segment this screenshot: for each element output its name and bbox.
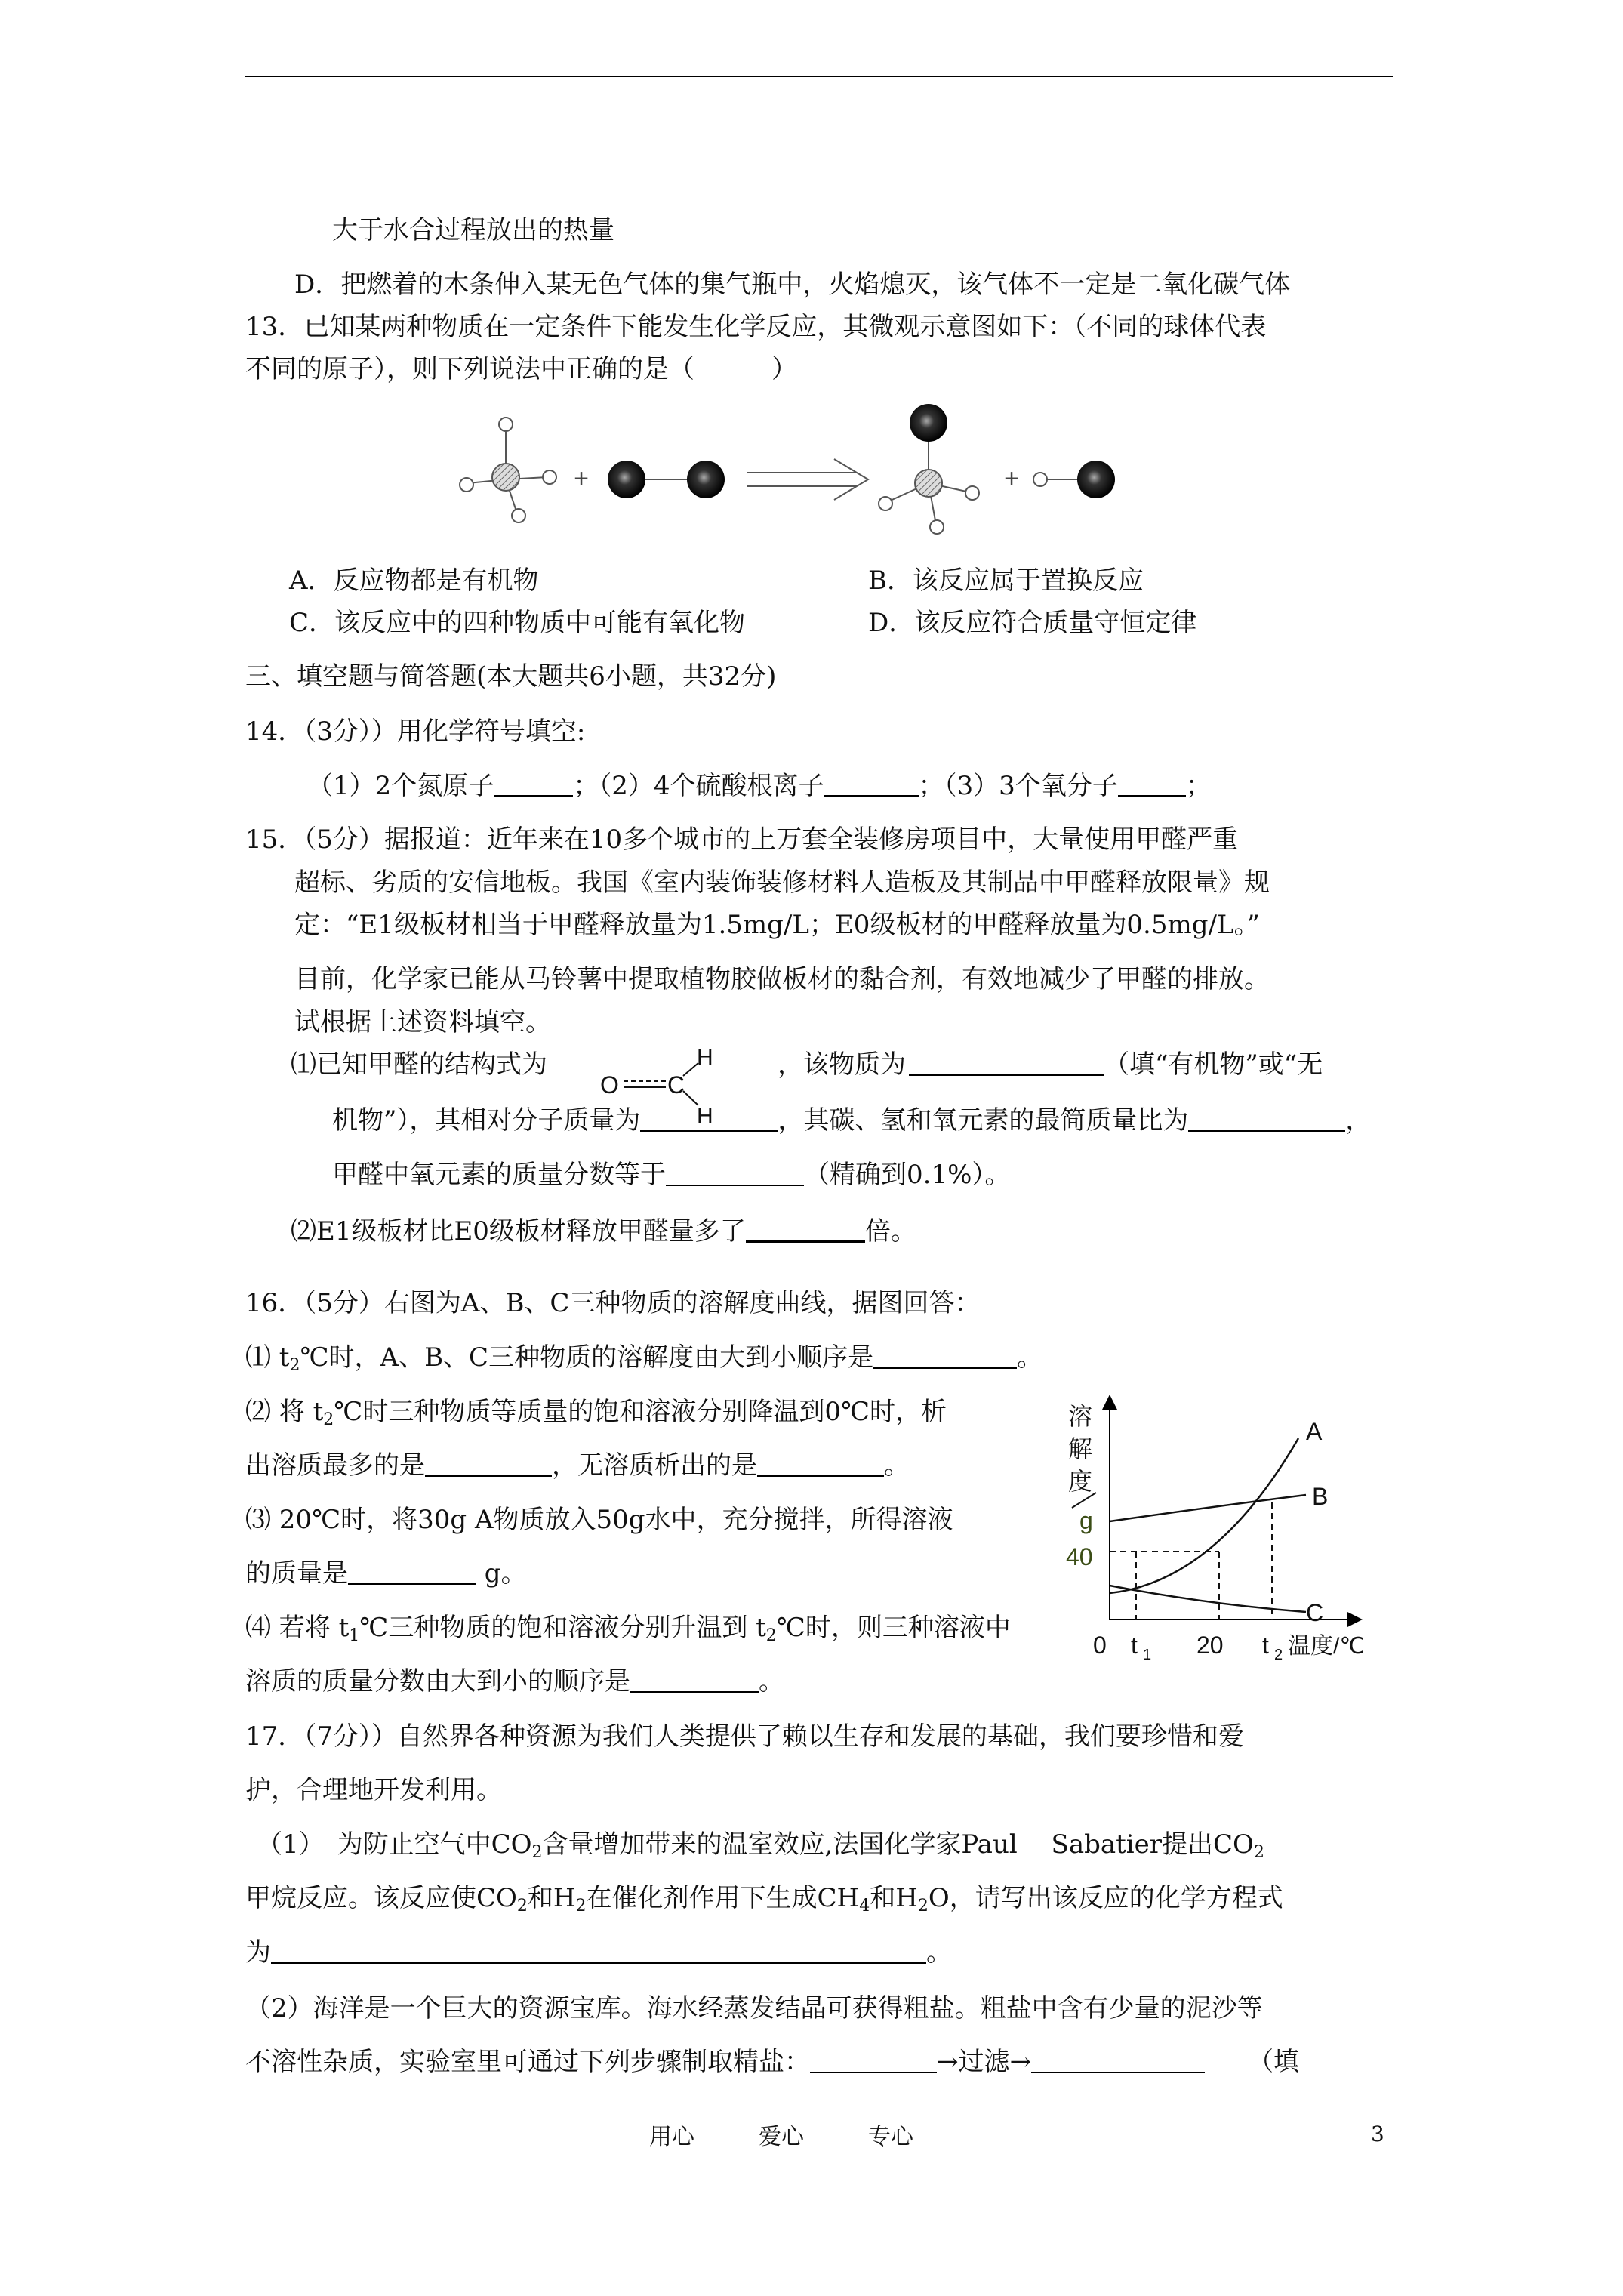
methane-like-molecule [460, 418, 556, 522]
svg-text:+: + [574, 464, 589, 493]
q15-text: （填“有机物”或“无 [1104, 1049, 1323, 1080]
reaction-arrow [747, 459, 868, 500]
substituted-molecule [879, 404, 979, 534]
q17-text: O，请写出该反应的化学方程式 [928, 1883, 1283, 1913]
q16-text: ℃时三种物质等质量的饱和溶液分别降温到0℃时，析 [334, 1397, 947, 1427]
q16-text: 溶质的质量分数由大到小的顺序是 [245, 1666, 630, 1697]
answer-blank[interactable] [1118, 772, 1186, 797]
atom-c: C [667, 1071, 685, 1099]
atom-h: H [697, 1104, 713, 1125]
q16-text: 。 [1017, 1342, 1043, 1373]
q14-end: ； [1185, 771, 1212, 801]
q16-part4 [245, 1613, 1011, 1651]
footer-text-2: 爱心 [759, 2124, 804, 2150]
q17-part1-line3 [245, 1937, 952, 1968]
answer-blank[interactable] [271, 1940, 926, 1964]
reaction-diagram [445, 400, 1140, 555]
q16-text: 。 [884, 1450, 910, 1481]
q16-text: ，无溶质析出的是 [552, 1450, 757, 1481]
answer-blank[interactable] [640, 1108, 778, 1132]
q15-line5: 试根据上述资料填空。 [294, 1007, 551, 1037]
y-axis-label-unit: g [1079, 1507, 1093, 1534]
q17-text: →过滤→ [937, 2047, 1031, 2077]
curve-label-b: B [1312, 1483, 1329, 1510]
q12-option-d: D．把燃着的木条伸入某无色气体的集气瓶中，火焰熄灭，该气体不一定是二氧化碳气体 [294, 270, 1291, 300]
q13-option-a: A．反应物都是有机物 [289, 566, 539, 596]
q17-text: （填 [1234, 2047, 1299, 2077]
q16-text: 的质量是 [245, 1558, 348, 1589]
q16-text: ⑷ 若将 t [245, 1613, 350, 1643]
answer-blank[interactable] [494, 772, 573, 797]
y-axis-label-char: 度 [1068, 1468, 1093, 1495]
q16-part1 [245, 1342, 1042, 1381]
q17-part2-line2 [245, 2047, 1299, 2077]
subscript: 2 [765, 1626, 777, 1645]
q14-part1: （1）2个氮原子 [307, 771, 494, 801]
page-number: 3 [1371, 2122, 1384, 2147]
q15-text: 甲醛中氧元素的质量分数等于 [332, 1160, 666, 1190]
subscript: 2 [575, 1897, 587, 1915]
q15-line3: 定：“E1级板材相当于甲醛释放量为1.5mg/L；E0级板材的甲醛释放量为0.5mg/L。” [294, 910, 1260, 940]
q15-text: 机物”），其相对分子质量为 [332, 1105, 641, 1136]
q17-text: 为 [245, 1937, 271, 1968]
q17-line2: 护，合理地开发利用。 [245, 1775, 502, 1805]
footer-text-3: 专心 [868, 2124, 913, 2150]
header-rule [245, 76, 1393, 77]
curve-c [1110, 1586, 1306, 1612]
svg-text:+: + [1004, 464, 1019, 493]
q15-line2: 超标、劣质的安信地板。我国《室内装饰装修材料人造板及其制品中甲醛释放限量》规 [294, 868, 1270, 898]
mixed-diatomic-molecule [1033, 461, 1115, 498]
q16-part3-cont [245, 1558, 527, 1589]
q17-heading: 17．（7分））自然界各种资源为我们人类提供了赖以生存和发展的基础，我们要珍惜和爱 [245, 1721, 1244, 1752]
dark-diatomic-molecule [608, 461, 725, 498]
q16-part4-cont [245, 1666, 784, 1697]
section-3-heading: 三、填空题与简答题(本大题共6小题，共32分) [245, 661, 777, 692]
x-tick-0: 0 [1093, 1632, 1107, 1659]
q17-text: 。 [926, 1937, 952, 1968]
subscript: 2 [323, 1410, 334, 1429]
q13-option-d: D．该反应符合质量守恒定律 [868, 608, 1197, 638]
q17-part1 [257, 1829, 1264, 1868]
q15-text: ，该物质为 [778, 1049, 906, 1080]
q17-text: 和H [527, 1883, 576, 1913]
q16-text: ℃三种物质的饱和溶液分别升温到 t [359, 1613, 766, 1643]
q14-line [307, 771, 1212, 801]
answer-blank[interactable] [757, 1453, 884, 1477]
x-axis-label: 温度/℃ [1288, 1634, 1366, 1659]
curve-a [1110, 1438, 1298, 1593]
q16-heading: 16．（5分）右图为A、B、C三种物质的溶解度曲线，据图回答： [245, 1288, 981, 1318]
q15-text: 倍。 [864, 1216, 916, 1247]
subscript: 2 [289, 1356, 300, 1375]
subscript: 2 [531, 1843, 543, 1862]
q14-part2: ；（2）4个硫酸根离子 [573, 771, 824, 801]
q13-stem-line2: 不同的原子），则下列说法中正确的是（ ） [245, 354, 797, 384]
x-tick-t2-sub: 2 [1274, 1647, 1283, 1663]
q16-text: ⑵ 将 t [245, 1397, 324, 1427]
x-tick-t1: t [1131, 1632, 1138, 1659]
q15-text: ， [1345, 1105, 1372, 1136]
y-axis-label-char: 解 [1068, 1435, 1093, 1462]
curve-label-a: A [1306, 1418, 1323, 1445]
answer-blank[interactable] [909, 1052, 1104, 1076]
y-axis-label-char: 溶 [1068, 1403, 1093, 1430]
q16-text: ⑴ t [245, 1342, 290, 1373]
x-tick-20: 20 [1196, 1632, 1224, 1659]
x-tick-t1-sub: 1 [1143, 1647, 1152, 1663]
curve-b [1110, 1495, 1306, 1521]
q15-line8 [332, 1160, 1010, 1190]
subscript: 2 [516, 1897, 528, 1915]
curve-label-c: C [1306, 1599, 1324, 1626]
q15-text: ⑵E1级板材比E0级板材释放甲醛量多了 [291, 1216, 746, 1247]
answer-blank[interactable] [746, 1218, 865, 1243]
q13-stem-line1: 13．已知某两种物质在一定条件下能发生化学反应，其微观示意图如下：（不同的球体代表 [245, 312, 1267, 342]
atom-o: O [600, 1071, 619, 1099]
answer-blank[interactable] [810, 2049, 937, 2073]
q17-text: （1） 为防止空气中CO [257, 1829, 532, 1860]
q16-text: ℃时，A、B、C三种物质的溶解度由大到小顺序是 [300, 1342, 874, 1373]
q15-line7 [332, 1105, 1371, 1136]
atom-h: H [697, 1049, 713, 1070]
q17-text: 在催化剂作用下生成CH [586, 1883, 860, 1913]
q16-text: 。 [759, 1666, 784, 1697]
q16-text: ℃时，则三种溶液中 [776, 1613, 1011, 1643]
y-tick-40: 40 [1066, 1543, 1093, 1570]
q13-option-c: C．该反应中的四种物质中可能有氧化物 [289, 608, 746, 638]
answer-blank[interactable] [824, 772, 919, 797]
q15-line6b [778, 1049, 1323, 1080]
q14-heading: 14．（3分））用化学符号填空: [245, 717, 586, 747]
guide-lines [1110, 1502, 1272, 1620]
q15-line9 [291, 1216, 916, 1247]
q16-text: 出溶质最多的是 [245, 1450, 425, 1481]
answer-blank[interactable] [1188, 1108, 1345, 1132]
q16-part3: ⑶ 20℃时，将30g A物质放入50g水中，充分搅拌，所得溶液 [245, 1505, 953, 1535]
x-tick-t2: t [1262, 1632, 1269, 1659]
answer-blank[interactable] [1031, 2049, 1205, 2073]
answer-blank[interactable] [666, 1162, 804, 1186]
subscript: 4 [859, 1897, 870, 1915]
answer-blank[interactable] [348, 1561, 476, 1585]
q16-part2 [245, 1397, 947, 1435]
q16-part2-cont [245, 1450, 910, 1481]
subscript: 1 [349, 1626, 360, 1645]
q17-part1-line2 [245, 1883, 1283, 1922]
q17-part2: （2）海洋是一个巨大的资源宝库。海水经蒸发结晶可获得粗盐。粗盐中含有少量的泥沙等 [245, 1993, 1263, 2023]
q14-part3: ；（3）3个氧分子 [918, 771, 1118, 801]
answer-blank[interactable] [425, 1453, 552, 1477]
q17-text: 不溶性杂质，实验室里可通过下列步骤制取精盐： [245, 2047, 810, 2077]
subscript: 2 [1253, 1843, 1264, 1862]
q17-text: 含量增加带来的温室效应,法国化学家Paul Sabatier提出CO [542, 1829, 1254, 1860]
q15-text: （精确到0.1%）。 [804, 1160, 1011, 1190]
solubility-curve-graph [1064, 1393, 1389, 1680]
answer-blank[interactable] [630, 1669, 759, 1693]
q17-text: 甲烷反应。该反应使CO [245, 1883, 517, 1913]
q15-line1: 15．（5分）据报道：近年来在10多个城市的上万套全装修房项目中，大量使用甲醛严重 [245, 824, 1239, 855]
q15-line4: 目前，化学家已能从马铃薯中提取植物胶做板材的黏合剂，有效地减少了甲醛的排放。 [294, 964, 1270, 994]
q13-option-b: B．该反应属于置换反应 [868, 566, 1144, 596]
q15-line6a: ⑴已知甲醛的结构式为 [291, 1049, 547, 1080]
q12-option-c-tail: 大于水合过程放出的热量 [332, 215, 614, 245]
footer-text-1: 用心 [649, 2124, 694, 2150]
answer-blank[interactable] [873, 1345, 1017, 1369]
subscript: 2 [917, 1897, 929, 1915]
q16-text: g。 [476, 1558, 527, 1589]
q17-text: 和H [870, 1883, 918, 1913]
q15-text: ，其碳、氢和氧元素的最简质量比为 [778, 1105, 1189, 1136]
